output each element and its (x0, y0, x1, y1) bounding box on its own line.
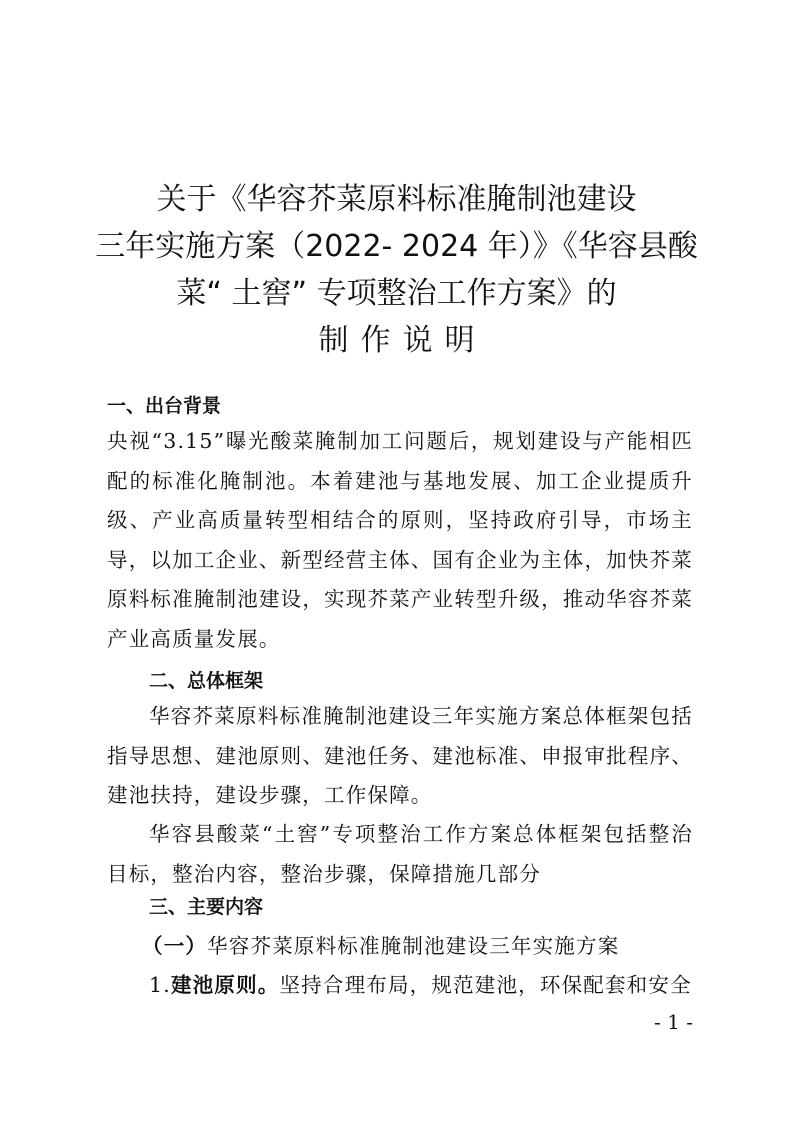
section-2-heading: 二、总体框架 (149, 670, 264, 692)
section-2-paragraph-2: 华容县酸菜“土窖”专项整治工作方案总体框架包括整治目标，整治内容，整治步骤，保障措施几部分 (107, 822, 693, 886)
title-line-1: 关于《华容芥菜原料标准腌制池建设 (156, 182, 637, 217)
section-3-heading: 三、主要内容 (149, 896, 264, 918)
title-line-4: 制作说明 (318, 323, 487, 358)
section-1-paragraph: 央视“3.15”曝光酸菜腌制加工问题后，规划建设与产能相匹配的标准化腌制池。本着建池与基地发展、加工企业提质升级、产业高质量转型相结合的原则，坚持政府引导，市场主导，以加工企业、新型经营主体、国有企业为主体，加快芥菜原料标准腌制池建设，实现芥菜产业转型升级，推动华容芥菜产业高质量发展。 (107, 429, 693, 651)
item-1-text: 坚持合理布局，规范建池，环保配套和安全 (279, 973, 692, 997)
document-title (0, 176, 793, 364)
page-number: - 1 - (654, 1010, 693, 1034)
section-1-heading: 一、出台背景 (107, 395, 222, 417)
item-1-bold-label: 建池原则。 (170, 973, 280, 997)
title-line-2: 三年实施方案（2022- 2024 年）》《华容县酸 (95, 229, 698, 264)
subsection-1-title: 华容芥菜原料标准腌制池建设三年实施方案 (207, 934, 620, 958)
title-line-3: 菜“ 土窖” 专项整治工作方案》的 (176, 276, 617, 311)
item-1-number: 1. (149, 973, 171, 997)
item-1-line (149, 968, 692, 998)
section-2-paragraph-1: 华容芥菜原料标准腌制池建设三年实施方案总体框架包括指导思想、建池原则、建池任务、建池标准、申报审批程序、建池扶持，建设步骤，工作保障。 (107, 704, 693, 807)
subsection-1-number: （一） (142, 934, 208, 958)
subsection-1-heading (142, 929, 619, 959)
